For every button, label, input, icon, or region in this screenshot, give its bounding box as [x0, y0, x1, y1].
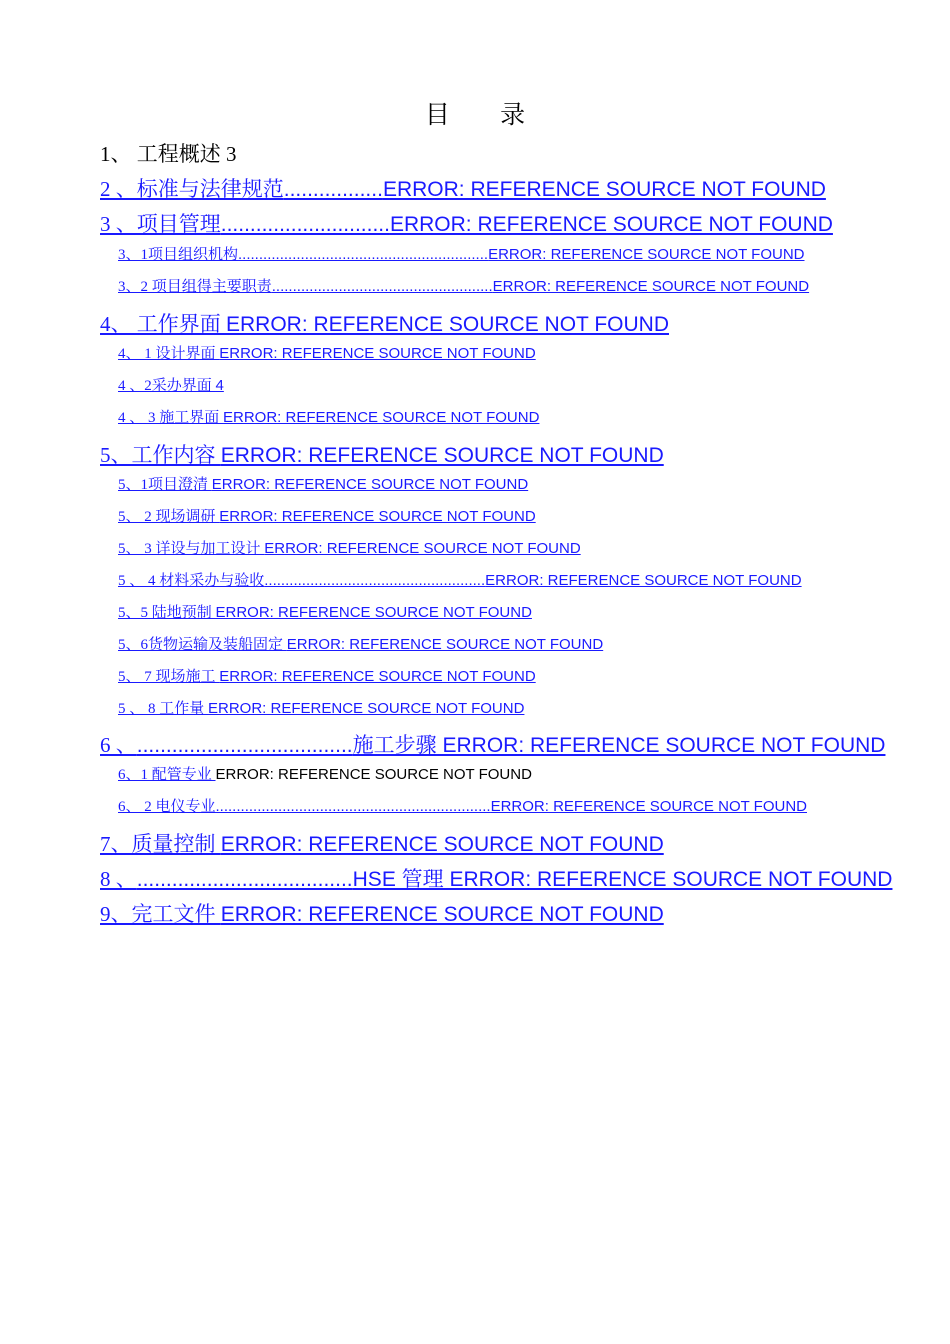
toc-entry-1	[100, 140, 237, 168]
toc-entry-page: ERROR: REFERENCE SOURCE NOT FOUND	[488, 246, 805, 263]
toc-entry-10[interactable]	[100, 441, 664, 470]
toc-entry-22[interactable]	[100, 830, 664, 859]
toc-entry-7[interactable]	[118, 344, 536, 364]
toc-entry-title: 7、质量控制	[100, 832, 221, 856]
toc-entry-page: ERROR: REFERENCE SOURCE NOT FOUND	[220, 444, 664, 467]
toc-entry-leader: .....................................................	[271, 278, 493, 295]
toc-entry-leader: ............................................................	[238, 246, 489, 263]
toc-entry-page: ERROR: REFERENCE SOURCE NOT FOUND	[264, 540, 581, 557]
toc-entry-title: 4、 工作界面	[100, 312, 226, 336]
toc-entry-title: 5、 7 现场施工	[118, 669, 220, 685]
toc-entry-14[interactable]	[118, 571, 802, 591]
toc-entry-page: ERROR: REFERENCE SOURCE NOT FOUND	[220, 903, 664, 926]
toc-entry-2[interactable]	[100, 175, 826, 204]
toc-entry-title: 5、6货物运输及装船固定	[118, 637, 287, 653]
toc-entry-13[interactable]	[118, 539, 581, 559]
toc-entry-title: 5、 2 现场调研	[118, 509, 220, 525]
toc-entry-page: 施工步骤 ERROR: REFERENCE SOURCE NOT FOUND	[352, 734, 886, 757]
toc-entry-leader: .....................................................	[264, 572, 486, 589]
toc-entry-leader: .....................................	[136, 868, 353, 891]
toc-entry-23[interactable]	[100, 865, 892, 894]
toc-entry-title: 5、 3 详设与加工设计	[118, 541, 265, 557]
toc-entry-page: ERROR: REFERENCE SOURCE NOT FOUND	[215, 604, 532, 621]
toc-entry-20[interactable]	[118, 765, 532, 785]
toc-entry-page: ERROR: REFERENCE SOURCE NOT FOUND	[389, 213, 833, 236]
toc-entry-title: 3 、项目管理	[100, 212, 221, 236]
toc-entry-9[interactable]	[118, 408, 539, 428]
toc-entry-6[interactable]	[100, 310, 669, 339]
toc-entry-page: ERROR: REFERENCE SOURCE NOT FOUND	[223, 409, 540, 426]
toc-entry-title: 5 、 8 工作量	[118, 701, 209, 717]
toc-entry-page: ERROR: REFERENCE SOURCE NOT FOUND	[208, 700, 525, 717]
toc-entry-leader: .....................................	[136, 734, 353, 757]
toc-entry-page: ERROR: REFERENCE SOURCE NOT FOUND	[219, 508, 536, 525]
toc-entry-page: ERROR: REFERENCE SOURCE NOT FOUND	[219, 345, 536, 362]
toc-entry-3[interactable]	[100, 210, 833, 239]
toc-entry-title: 6、 2 电仪专业	[118, 799, 216, 815]
toc-entry-page: HSE 管理 ERROR: REFERENCE SOURCE NOT FOUND	[352, 868, 893, 891]
toc-entry-title: 8 、	[100, 867, 137, 891]
toc-entry-11[interactable]	[118, 475, 528, 495]
toc-entry-page: ERROR: REFERENCE SOURCE NOT FOUND	[490, 798, 807, 815]
toc-entry-title: 3、1项目组织机构	[118, 247, 239, 263]
toc-entry-24[interactable]	[100, 900, 664, 929]
toc-entry-title: 5、1项目澄清	[118, 477, 212, 493]
toc-entry-leader: .................	[283, 178, 383, 201]
toc-entry-page: ERROR: REFERENCE SOURCE NOT FOUND	[485, 572, 802, 589]
toc-entry-page: ERROR: REFERENCE SOURCE NOT FOUND	[382, 178, 826, 201]
toc-entry-title: 6、1 配管专业	[118, 767, 216, 783]
toc-entry-page: ERROR: REFERENCE SOURCE NOT FOUND	[220, 833, 664, 856]
toc-entry-title: 4 、 3 施工界面	[118, 410, 224, 426]
toc-entry-title: 6 、	[100, 733, 137, 757]
toc-entry-8[interactable]	[118, 376, 224, 396]
toc-entry-page: 4	[215, 377, 224, 394]
toc-entry-leader: ..................................................................	[215, 798, 491, 815]
toc-entry-page: ERROR: REFERENCE SOURCE NOT FOUND	[492, 278, 810, 295]
toc-entry-title: 4、 1 设计界面	[118, 346, 220, 362]
toc-entry-title: 4 、2采办界面	[118, 378, 216, 394]
toc-entry-title: 3、2 项目组得主要职责	[118, 279, 272, 295]
toc-entry-title: 9、完工文件	[100, 902, 221, 926]
toc-entry-page: ERROR: REFERENCE SOURCE NOT FOUND	[219, 668, 536, 685]
toc-entry-title: 5 、 4 材料采办与验收	[118, 573, 265, 589]
toc-entry-page: ERROR: REFERENCE SOURCE NOT FOUND	[286, 636, 604, 653]
toc-entry-19[interactable]	[100, 731, 885, 760]
toc-entry-page: ERROR: REFERENCE SOURCE NOT FOUND	[215, 766, 532, 783]
toc-entry-title: 2 、标准与法律规范	[100, 177, 284, 201]
toc-title: 目 录	[424, 102, 548, 129]
toc-entry-title: 5、工作内容	[100, 443, 221, 467]
toc-entry-4[interactable]	[118, 245, 805, 265]
toc-entry-5[interactable]	[118, 277, 809, 297]
toc-entry-title: 5、5 陆地预制	[118, 605, 216, 621]
toc-entry-12[interactable]	[118, 507, 536, 527]
toc-entry-page: ERROR: REFERENCE SOURCE NOT FOUND	[211, 476, 529, 493]
toc-entry-18[interactable]	[118, 699, 524, 719]
toc-entry-15[interactable]	[118, 603, 532, 623]
toc-entry-21[interactable]	[118, 797, 807, 817]
toc-entry-title: 1、 工程概述 3	[100, 142, 237, 166]
toc-entry-page: ERROR: REFERENCE SOURCE NOT FOUND	[226, 313, 669, 336]
toc-entry-17[interactable]	[118, 667, 536, 687]
toc-entry-leader: .............................	[220, 213, 390, 236]
toc-entry-16[interactable]	[118, 635, 603, 655]
